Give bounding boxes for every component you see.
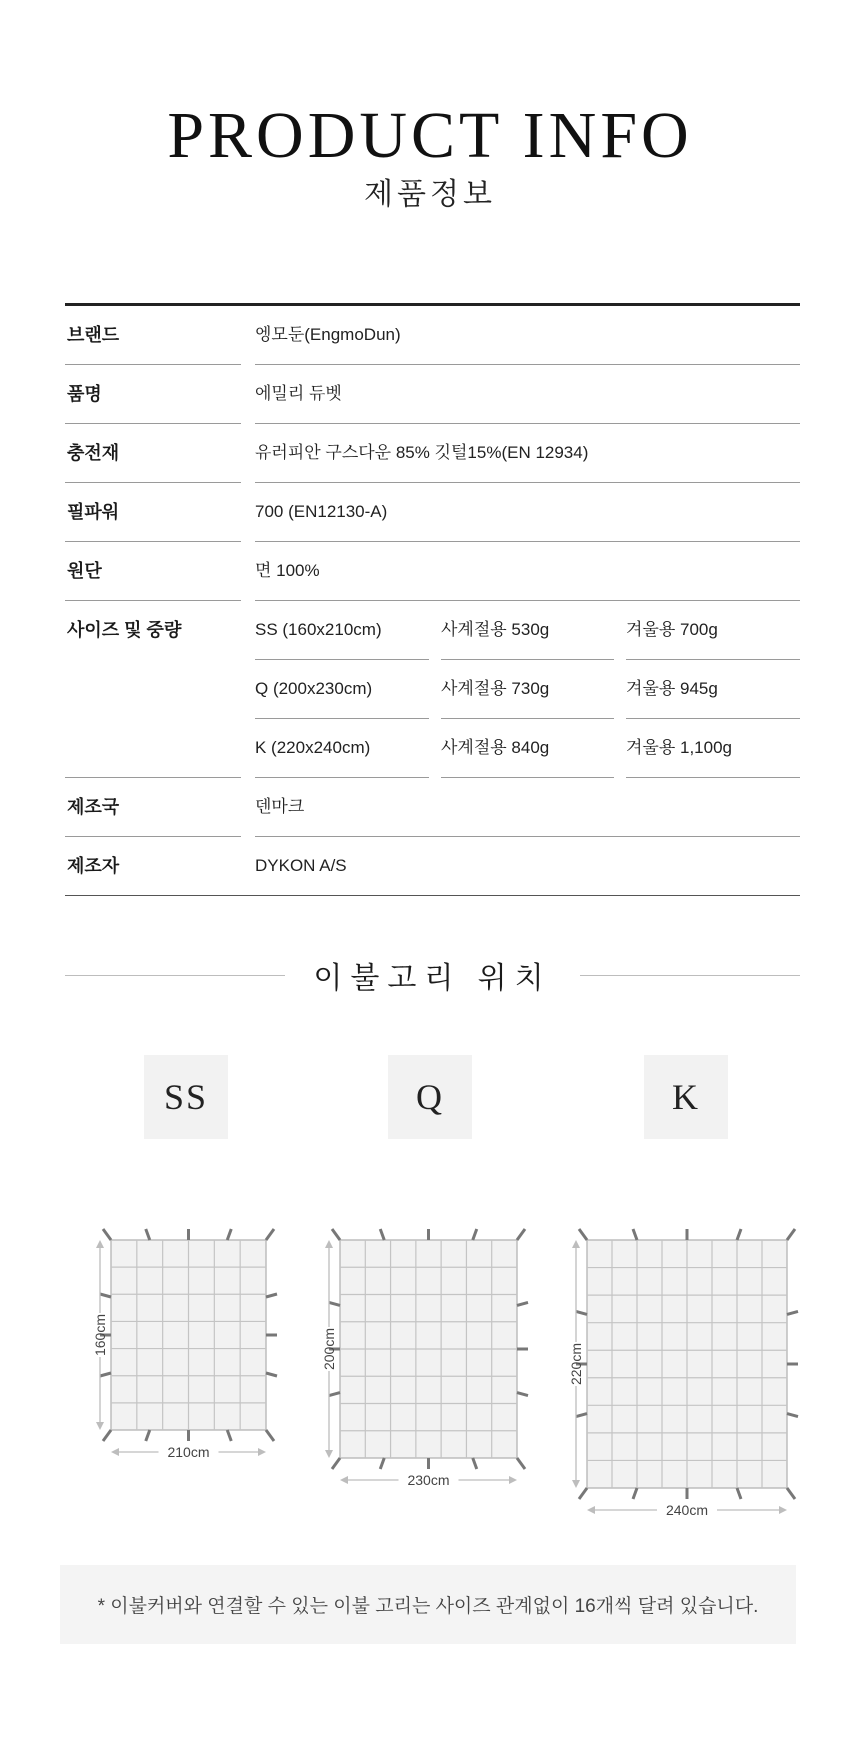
info-label: 제조국 (65, 778, 241, 837)
info-value: 에밀리 듀벳 (255, 365, 800, 424)
duvet-loop (266, 1430, 274, 1441)
duvet-loop (517, 1302, 528, 1305)
page-title: PRODUCT INFO (167, 99, 693, 172)
duvet-loop (633, 1488, 637, 1499)
duvet-loop (266, 1294, 277, 1297)
info-label: 사이즈 및 중량 (67, 620, 182, 640)
width-label: 210cm (167, 1444, 210, 1460)
size-tab-k: K (644, 1055, 728, 1139)
duvet-loop (329, 1393, 340, 1396)
width-label: 240cm (665, 1502, 709, 1518)
size-cell: K (220x240cm) (255, 719, 429, 778)
duvet-loop (517, 1393, 528, 1396)
duvet-loop (579, 1488, 587, 1499)
duvet-loop (332, 1458, 340, 1469)
season-weight-cell: 사계절용 730g (441, 660, 614, 719)
height-label: 160cm (92, 1313, 108, 1357)
duvet-loop (103, 1430, 111, 1441)
duvet-loop (266, 1373, 277, 1376)
duvet-loop (473, 1229, 477, 1240)
height-label: 200cm (321, 1327, 337, 1371)
info-value: 면 100% (255, 542, 800, 601)
info-value: 엥모둔(EngmoDun) (255, 306, 800, 365)
duvet-loop (100, 1373, 111, 1376)
duvet-loop (473, 1458, 477, 1469)
duvet-loop (787, 1229, 795, 1240)
duvet-loop (576, 1414, 587, 1417)
duvet-loop (146, 1229, 150, 1240)
duvet-loop (380, 1229, 384, 1240)
winter-weight-cell: 겨울용 1,100g (626, 719, 800, 778)
duvet-loop (266, 1229, 274, 1240)
duvet-loop (332, 1229, 340, 1240)
size-tab-q: Q (388, 1055, 472, 1139)
duvet-loop (100, 1294, 111, 1297)
info-label: 품명 (65, 365, 241, 424)
size-tab-ss: SS (144, 1055, 228, 1139)
duvet-loop (227, 1229, 231, 1240)
duvet-loop (576, 1311, 587, 1314)
duvet-loop (579, 1229, 587, 1240)
duvet-loop (737, 1488, 741, 1499)
width-label: 230cm (407, 1472, 450, 1488)
duvet-loop (103, 1229, 111, 1240)
info-label: 브랜드 (65, 306, 241, 365)
size-cell: SS (160x210cm) (255, 601, 429, 660)
season-weight-cell: 사계절용 840g (441, 719, 614, 778)
duvet-loop (787, 1488, 795, 1499)
duvet-loop (517, 1229, 525, 1240)
loops-note: * 이불커버와 연결할 수 있는 이불 고리는 사이즈 관계없이 16개씩 달려 있습니다. (60, 1565, 796, 1644)
winter-weight-cell: 겨울용 700g (626, 601, 800, 660)
duvet-loop (737, 1229, 741, 1240)
duvet-loop (227, 1430, 231, 1441)
duvet-loop (787, 1311, 798, 1314)
info-value: DYKON A/S (255, 856, 347, 875)
duvet-loop (146, 1430, 150, 1441)
section-title-text: 이불고리 위치 (313, 962, 552, 995)
info-label: 필파워 (65, 483, 241, 542)
info-label: 제조자 (67, 856, 120, 876)
info-value: 덴마크 (255, 778, 800, 837)
duvet-loop (329, 1302, 340, 1305)
duvet-loop (517, 1458, 525, 1469)
info-label: 충전재 (65, 424, 241, 483)
winter-weight-cell: 겨울용 945g (626, 660, 800, 719)
info-value: 700 (EN12130-A) (255, 483, 800, 542)
season-weight-cell: 사계절용 530g (441, 601, 614, 660)
info-label: 원단 (65, 542, 241, 601)
info-value: 유러피안 구스다운 85% 깃털15%(EN 12934) (255, 424, 800, 483)
duvet-loop (633, 1229, 637, 1240)
size-cell: Q (200x230cm) (255, 660, 429, 719)
duvet-loop (787, 1414, 798, 1417)
page-subtitle: 제품정보 (364, 178, 496, 211)
duvet-loop (380, 1458, 384, 1469)
height-label: 220cm (568, 1342, 584, 1386)
